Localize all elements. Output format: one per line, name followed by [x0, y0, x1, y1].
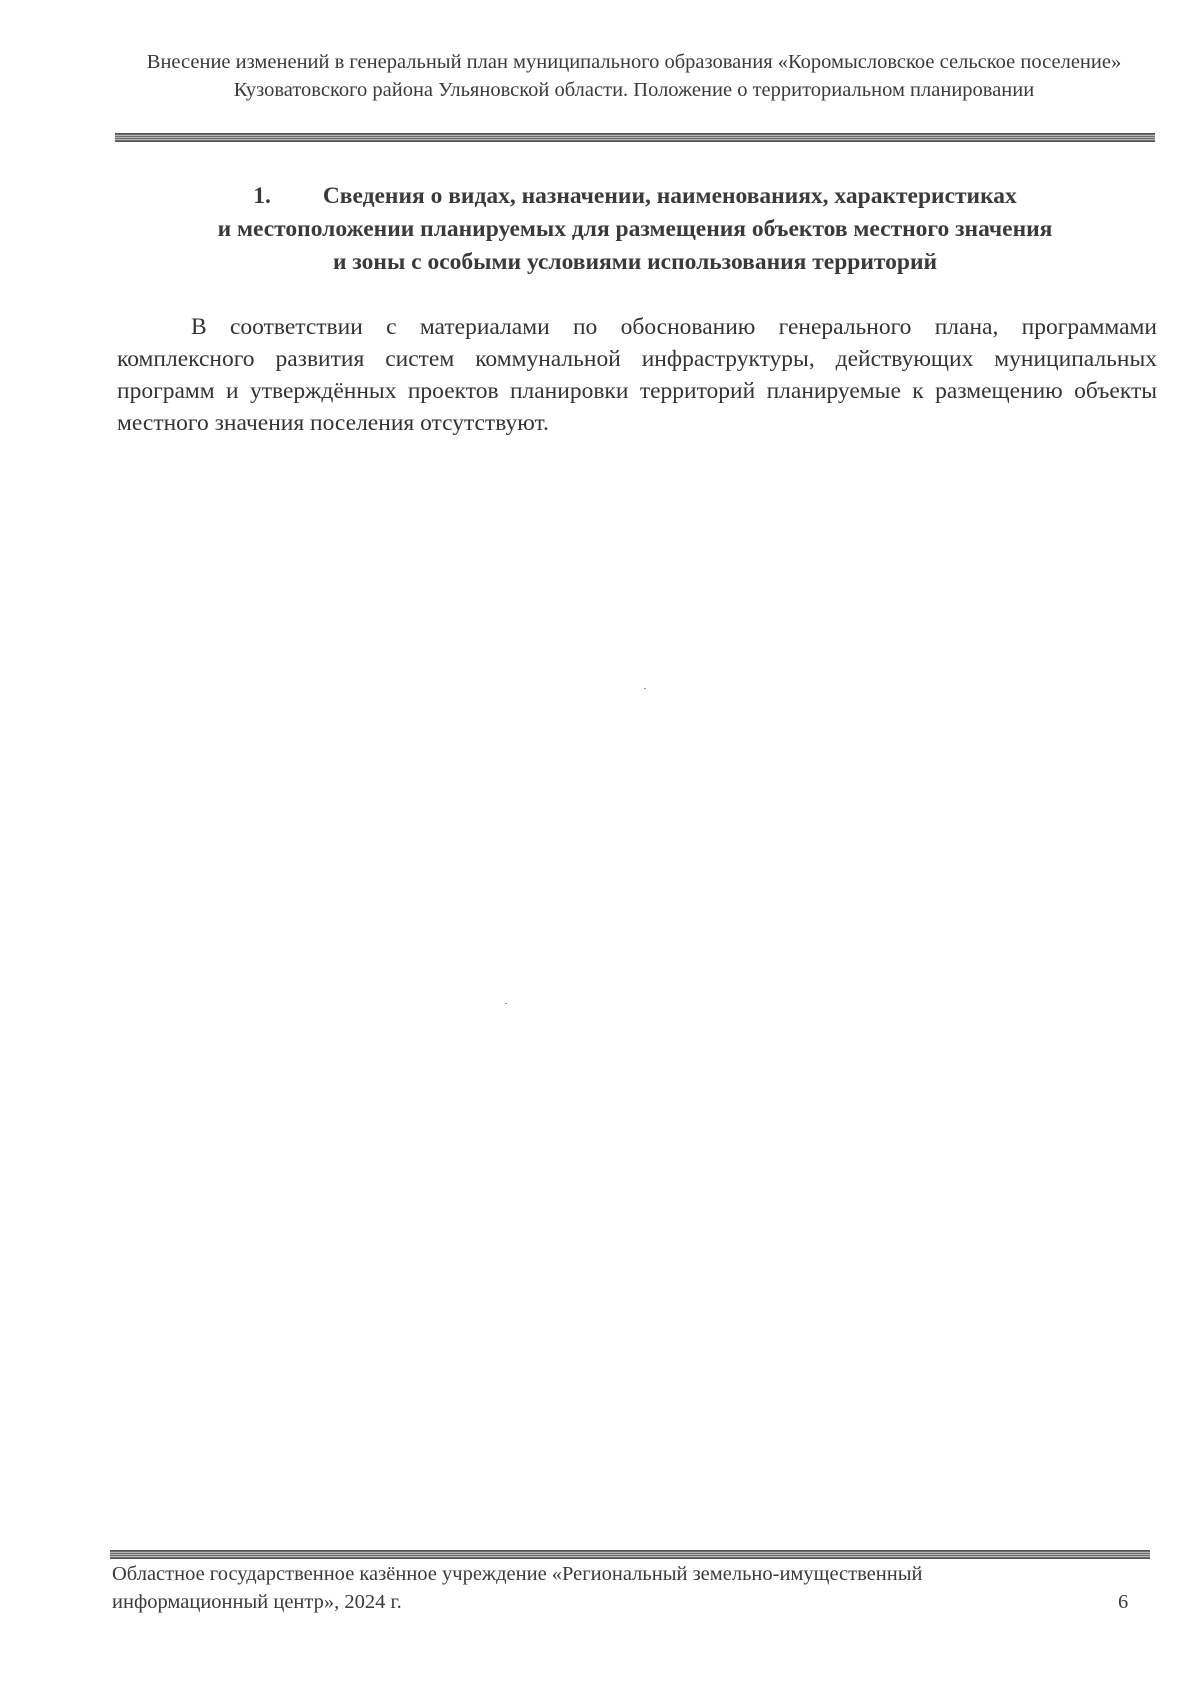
section-heading — [115, 180, 1155, 279]
scan-speck — [644, 688, 646, 689]
footer-text — [112, 1560, 1092, 1616]
body-paragraph: В соответствии с материалами по обоснованию генерального плана, программами комплексного развития систем коммунальной инфраструктуры, действующих муниципальных программ и утверждённых проектов планировки территорий планируемые к размещению объекты местного значения поселения отсутствуют. — [117, 314, 1157, 436]
section-title-line-3: и зоны с особыми условиями использования территорий — [332, 249, 938, 275]
page-number: 6 — [1118, 1591, 1129, 1613]
section-title-line-1: Сведения о видах, назначении, наименованиях, характеристиках — [322, 183, 1017, 209]
section-title-line-2: и местоположении планируемых для размещения объектов местного значения — [217, 216, 1053, 242]
header-rule — [115, 133, 1155, 142]
section-number: 1. — [253, 183, 271, 209]
footer-rule — [110, 1550, 1150, 1559]
scan-speck — [505, 1003, 507, 1004]
running-header: Внесение изменений в генеральный план муниципального образования «Коромысловское сельское поселение» Кузоватовского района Ульяновской области. Положение о территориальном планировании — [146, 51, 1122, 101]
footer-line-1: Областное государственное казённое учреждение «Региональный земельно-имущественный — [112, 1563, 923, 1585]
footer-line-2: информационный центр», 2024 г. — [112, 1591, 402, 1613]
section-heading-line-1 — [115, 180, 1155, 213]
